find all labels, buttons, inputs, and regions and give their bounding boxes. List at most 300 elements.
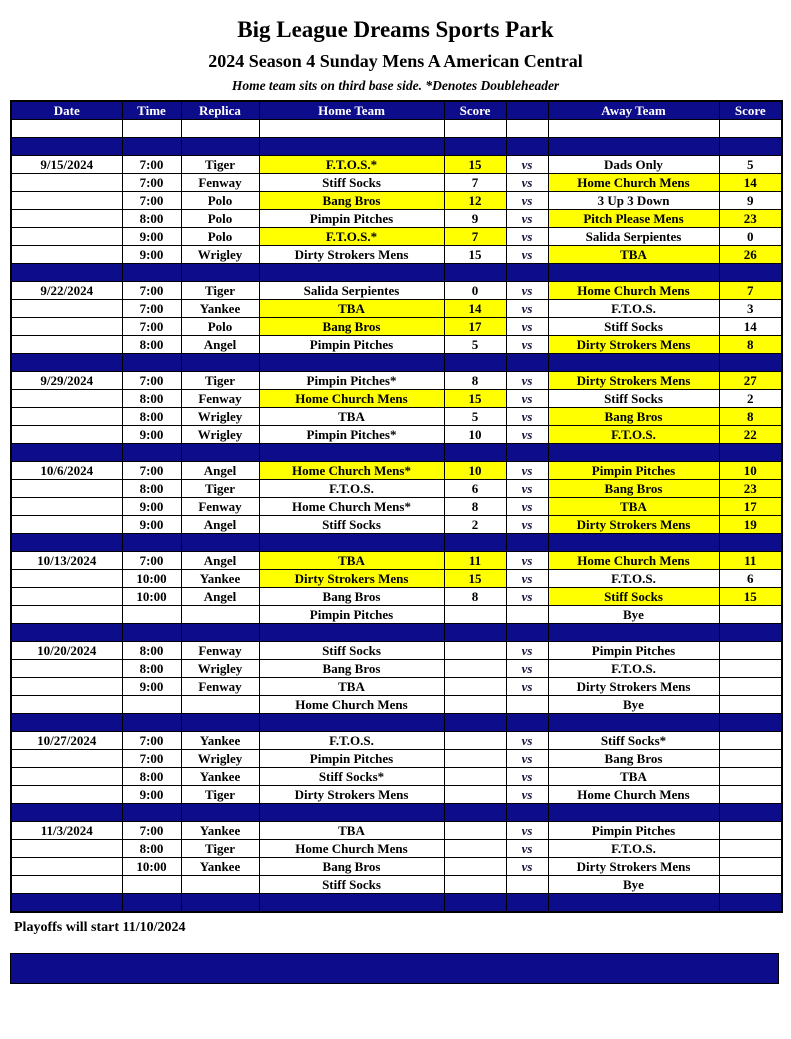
date-cell — [11, 390, 122, 408]
game-row — [11, 246, 782, 264]
away-team-cell: Dirty Strokers Mens — [548, 336, 719, 354]
home-team-cell — [259, 624, 444, 642]
date-cell — [11, 570, 122, 588]
away-score-cell — [719, 750, 782, 768]
vs-cell: vs — [506, 408, 548, 426]
time-cell: 8:00 — [122, 390, 181, 408]
home-team-cell — [259, 804, 444, 822]
home-score-cell — [444, 624, 506, 642]
date-cell — [11, 588, 122, 606]
away-team-cell: F.T.O.S. — [548, 426, 719, 444]
home-score-cell: 6 — [444, 480, 506, 498]
home-score-cell: 12 — [444, 192, 506, 210]
date-cell — [11, 768, 122, 786]
away-score-cell — [719, 876, 782, 894]
date-cell: 10/27/2024 — [11, 732, 122, 750]
date-cell — [11, 624, 122, 642]
date-cell — [11, 264, 122, 282]
vs-cell: vs — [506, 480, 548, 498]
replica-cell: Polo — [181, 210, 259, 228]
replica-cell: Wrigley — [181, 408, 259, 426]
time-cell: 9:00 — [122, 246, 181, 264]
home-score-cell — [444, 750, 506, 768]
playoffs-note: Playoffs will start 11/10/2024 — [14, 920, 186, 935]
separator-row — [11, 264, 782, 282]
away-team-cell — [548, 624, 719, 642]
away-team-cell: Bye — [548, 876, 719, 894]
game-row — [11, 678, 782, 696]
replica-cell — [181, 714, 259, 732]
away-team-cell — [548, 894, 719, 913]
home-score-cell — [444, 786, 506, 804]
away-score-cell — [719, 120, 782, 138]
home-score-cell — [444, 354, 506, 372]
away-team-cell: Home Church Mens — [548, 552, 719, 570]
legend-note: Home team sits on third base side. *Denotes Doubleheader — [231, 78, 560, 93]
home-score-cell: 11 — [444, 552, 506, 570]
game-row — [11, 192, 782, 210]
away-team-cell — [548, 444, 719, 462]
home-score-cell — [444, 768, 506, 786]
date-cell — [11, 894, 122, 913]
home-team-cell: Home Church Mens* — [259, 498, 444, 516]
home-team-cell: TBA — [259, 678, 444, 696]
home-score-cell — [444, 732, 506, 750]
vs-cell: vs — [506, 228, 548, 246]
time-cell — [122, 138, 181, 156]
bottom-bar — [10, 953, 779, 984]
game-row — [11, 516, 782, 534]
game-row — [11, 336, 782, 354]
home-score-cell — [444, 822, 506, 840]
away-team-cell: TBA — [548, 768, 719, 786]
away-team-cell: F.T.O.S. — [548, 570, 719, 588]
game-row — [11, 408, 782, 426]
game-row — [11, 822, 782, 840]
date-cell: 10/6/2024 — [11, 462, 122, 480]
home-score-cell: 15 — [444, 246, 506, 264]
away-team-cell — [548, 120, 719, 138]
away-score-cell — [719, 660, 782, 678]
replica-cell: Fenway — [181, 642, 259, 660]
vs-cell — [506, 138, 548, 156]
vs-cell: vs — [506, 300, 548, 318]
home-score-cell — [444, 714, 506, 732]
vs-cell: vs — [506, 282, 548, 300]
vs-cell: vs — [506, 390, 548, 408]
date-cell: 9/29/2024 — [11, 372, 122, 390]
game-row — [11, 300, 782, 318]
home-score-cell — [444, 876, 506, 894]
away-score-cell: 11 — [719, 552, 782, 570]
away-team-cell: Bye — [548, 606, 719, 624]
away-team-cell: Home Church Mens — [548, 786, 719, 804]
home-team-cell: Bang Bros — [259, 192, 444, 210]
replica-cell: Yankee — [181, 300, 259, 318]
page-title: Big League Dreams Sports Park — [237, 17, 554, 42]
column-header — [506, 101, 548, 120]
game-row — [11, 696, 782, 714]
away-team-cell: Pimpin Pitches — [548, 642, 719, 660]
date-cell — [11, 786, 122, 804]
date-cell — [11, 858, 122, 876]
replica-cell — [181, 894, 259, 913]
away-score-cell: 23 — [719, 210, 782, 228]
date-cell — [11, 480, 122, 498]
away-team-cell: Home Church Mens — [548, 282, 719, 300]
home-team-cell: Bang Bros — [259, 588, 444, 606]
away-score-cell: 17 — [719, 498, 782, 516]
away-team-cell — [548, 138, 719, 156]
separator-row — [11, 624, 782, 642]
away-team-cell: F.T.O.S. — [548, 840, 719, 858]
away-team-cell: Bang Bros — [548, 480, 719, 498]
empty-row — [11, 120, 782, 138]
replica-cell: Yankee — [181, 732, 259, 750]
home-team-cell — [259, 894, 444, 913]
vs-cell: vs — [506, 462, 548, 480]
away-team-cell: Dirty Strokers Mens — [548, 516, 719, 534]
date-cell — [11, 534, 122, 552]
home-score-cell: 5 — [444, 336, 506, 354]
home-score-cell — [444, 264, 506, 282]
away-team-cell: Stiff Socks — [548, 318, 719, 336]
time-cell — [122, 804, 181, 822]
away-score-cell — [719, 894, 782, 913]
time-cell: 7:00 — [122, 282, 181, 300]
home-team-cell: F.T.O.S.* — [259, 156, 444, 174]
replica-cell: Polo — [181, 228, 259, 246]
date-cell — [11, 120, 122, 138]
vs-cell: vs — [506, 552, 548, 570]
away-team-cell: Stiff Socks* — [548, 732, 719, 750]
time-cell: 7:00 — [122, 552, 181, 570]
time-cell — [122, 696, 181, 714]
away-score-cell: 5 — [719, 156, 782, 174]
date-cell — [11, 804, 122, 822]
home-team-cell — [259, 264, 444, 282]
home-team-cell: Bang Bros — [259, 858, 444, 876]
home-team-cell — [259, 714, 444, 732]
time-cell — [122, 264, 181, 282]
replica-cell — [181, 696, 259, 714]
home-team-cell: TBA — [259, 822, 444, 840]
time-cell: 9:00 — [122, 498, 181, 516]
date-cell — [11, 498, 122, 516]
separator-row — [11, 894, 782, 913]
date-cell — [11, 696, 122, 714]
time-cell — [122, 444, 181, 462]
time-cell: 7:00 — [122, 174, 181, 192]
away-team-cell: Pitch Please Mens — [548, 210, 719, 228]
away-team-cell — [548, 264, 719, 282]
home-score-cell: 8 — [444, 372, 506, 390]
away-score-cell: 15 — [719, 588, 782, 606]
time-cell: 10:00 — [122, 858, 181, 876]
vs-cell: vs — [506, 336, 548, 354]
vs-cell: vs — [506, 156, 548, 174]
vs-cell — [506, 624, 548, 642]
replica-cell: Fenway — [181, 498, 259, 516]
home-team-cell: Home Church Mens — [259, 840, 444, 858]
date-cell — [11, 840, 122, 858]
away-team-cell: 3 Up 3 Down — [548, 192, 719, 210]
away-team-cell: Dirty Strokers Mens — [548, 678, 719, 696]
away-team-cell: F.T.O.S. — [548, 660, 719, 678]
vs-cell: vs — [506, 750, 548, 768]
game-row — [11, 642, 782, 660]
home-team-cell — [259, 138, 444, 156]
time-cell: 9:00 — [122, 516, 181, 534]
replica-cell — [181, 264, 259, 282]
separator-row — [11, 354, 782, 372]
date-cell — [11, 300, 122, 318]
game-row — [11, 606, 782, 624]
vs-cell: vs — [506, 516, 548, 534]
away-team-cell: Home Church Mens — [548, 174, 719, 192]
home-team-cell: Stiff Socks — [259, 174, 444, 192]
away-score-cell: 8 — [719, 336, 782, 354]
home-score-cell — [444, 606, 506, 624]
column-header: Score — [719, 101, 782, 120]
date-cell — [11, 318, 122, 336]
away-score-cell — [719, 606, 782, 624]
away-score-cell — [719, 858, 782, 876]
away-team-cell: Dirty Strokers Mens — [548, 372, 719, 390]
replica-cell: Fenway — [181, 174, 259, 192]
home-team-cell: Pimpin Pitches* — [259, 372, 444, 390]
column-header: Away Team — [548, 101, 719, 120]
home-score-cell: 15 — [444, 570, 506, 588]
away-team-cell: Dirty Strokers Mens — [548, 858, 719, 876]
away-score-cell — [719, 840, 782, 858]
home-score-cell: 10 — [444, 462, 506, 480]
vs-cell — [506, 714, 548, 732]
game-row — [11, 858, 782, 876]
game-row — [11, 660, 782, 678]
game-row — [11, 732, 782, 750]
home-team-cell: Home Church Mens — [259, 696, 444, 714]
home-team-cell: Stiff Socks — [259, 642, 444, 660]
time-cell — [122, 894, 181, 913]
game-row — [11, 570, 782, 588]
vs-cell: vs — [506, 210, 548, 228]
time-cell: 9:00 — [122, 426, 181, 444]
replica-cell: Fenway — [181, 678, 259, 696]
time-cell — [122, 876, 181, 894]
replica-cell: Wrigley — [181, 660, 259, 678]
game-row — [11, 174, 782, 192]
away-team-cell: TBA — [548, 498, 719, 516]
replica-cell: Yankee — [181, 570, 259, 588]
date-cell: 10/13/2024 — [11, 552, 122, 570]
replica-cell — [181, 534, 259, 552]
time-cell: 7:00 — [122, 318, 181, 336]
home-score-cell — [444, 840, 506, 858]
separator-row — [11, 714, 782, 732]
time-cell: 7:00 — [122, 822, 181, 840]
date-cell: 9/15/2024 — [11, 156, 122, 174]
game-row — [11, 390, 782, 408]
away-team-cell: Stiff Socks — [548, 588, 719, 606]
game-row — [11, 750, 782, 768]
vs-cell — [506, 534, 548, 552]
time-cell — [122, 534, 181, 552]
date-cell — [11, 210, 122, 228]
vs-cell: vs — [506, 318, 548, 336]
vs-cell: vs — [506, 426, 548, 444]
column-header: Replica — [181, 101, 259, 120]
away-score-cell: 19 — [719, 516, 782, 534]
away-score-cell — [719, 804, 782, 822]
replica-cell: Angel — [181, 336, 259, 354]
time-cell: 7:00 — [122, 750, 181, 768]
replica-cell — [181, 804, 259, 822]
time-cell: 7:00 — [122, 732, 181, 750]
away-score-cell — [719, 696, 782, 714]
away-score-cell: 14 — [719, 174, 782, 192]
replica-cell: Tiger — [181, 840, 259, 858]
home-team-cell: TBA — [259, 408, 444, 426]
date-cell — [11, 336, 122, 354]
vs-cell: vs — [506, 660, 548, 678]
home-score-cell: 15 — [444, 390, 506, 408]
home-team-cell: Home Church Mens — [259, 390, 444, 408]
time-cell — [122, 120, 181, 138]
time-cell: 8:00 — [122, 768, 181, 786]
away-score-cell: 3 — [719, 300, 782, 318]
time-cell: 8:00 — [122, 336, 181, 354]
vs-cell — [506, 120, 548, 138]
time-cell: 8:00 — [122, 660, 181, 678]
away-score-cell: 27 — [719, 372, 782, 390]
time-cell: 8:00 — [122, 210, 181, 228]
vs-cell: vs — [506, 678, 548, 696]
game-row — [11, 588, 782, 606]
time-cell: 8:00 — [122, 840, 181, 858]
away-score-cell — [719, 768, 782, 786]
vs-cell — [506, 894, 548, 913]
home-score-cell — [444, 642, 506, 660]
replica-cell: Wrigley — [181, 426, 259, 444]
replica-cell: Tiger — [181, 480, 259, 498]
separator-row — [11, 534, 782, 552]
home-team-cell: TBA — [259, 300, 444, 318]
column-header: Score — [444, 101, 506, 120]
replica-cell — [181, 444, 259, 462]
home-score-cell — [444, 804, 506, 822]
home-team-cell: Stiff Socks — [259, 516, 444, 534]
home-team-cell: F.T.O.S. — [259, 480, 444, 498]
home-team-cell: Pimpin Pitches — [259, 210, 444, 228]
replica-cell: Angel — [181, 516, 259, 534]
away-score-cell — [719, 732, 782, 750]
date-cell — [11, 138, 122, 156]
vs-cell — [506, 804, 548, 822]
game-row — [11, 228, 782, 246]
away-score-cell — [719, 534, 782, 552]
home-team-cell: Dirty Strokers Mens — [259, 786, 444, 804]
game-row — [11, 552, 782, 570]
home-team-cell: Home Church Mens* — [259, 462, 444, 480]
page-subtitle: 2024 Season 4 Sunday Mens A American Central — [208, 51, 583, 71]
vs-cell — [506, 264, 548, 282]
away-score-cell: 6 — [719, 570, 782, 588]
away-score-cell: 9 — [719, 192, 782, 210]
home-team-cell: Salida Serpientes — [259, 282, 444, 300]
away-team-cell: Bang Bros — [548, 408, 719, 426]
time-cell: 9:00 — [122, 786, 181, 804]
game-row — [11, 318, 782, 336]
schedule-table — [10, 100, 783, 913]
vs-cell: vs — [506, 840, 548, 858]
vs-cell — [506, 876, 548, 894]
away-score-cell — [719, 786, 782, 804]
time-cell: 8:00 — [122, 408, 181, 426]
vs-cell: vs — [506, 732, 548, 750]
vs-cell: vs — [506, 372, 548, 390]
replica-cell — [181, 606, 259, 624]
away-score-cell — [719, 264, 782, 282]
vs-cell: vs — [506, 642, 548, 660]
game-row — [11, 840, 782, 858]
home-score-cell: 5 — [444, 408, 506, 426]
time-cell: 9:00 — [122, 228, 181, 246]
table-header — [11, 101, 782, 120]
date-cell — [11, 174, 122, 192]
home-score-cell: 8 — [444, 498, 506, 516]
home-team-cell: Stiff Socks — [259, 876, 444, 894]
replica-cell: Angel — [181, 588, 259, 606]
time-cell — [122, 624, 181, 642]
date-cell — [11, 408, 122, 426]
away-team-cell: Dads Only — [548, 156, 719, 174]
home-team-cell — [259, 444, 444, 462]
replica-cell: Fenway — [181, 390, 259, 408]
home-team-cell: Stiff Socks* — [259, 768, 444, 786]
vs-cell: vs — [506, 786, 548, 804]
date-cell — [11, 516, 122, 534]
date-cell — [11, 192, 122, 210]
away-team-cell: Pimpin Pitches — [548, 822, 719, 840]
replica-cell — [181, 876, 259, 894]
separator-row — [11, 138, 782, 156]
away-score-cell — [719, 624, 782, 642]
home-score-cell — [444, 138, 506, 156]
vs-cell — [506, 444, 548, 462]
column-header: Date — [11, 101, 122, 120]
away-team-cell — [548, 354, 719, 372]
home-score-cell: 7 — [444, 174, 506, 192]
time-cell: 8:00 — [122, 480, 181, 498]
away-team-cell — [548, 714, 719, 732]
time-cell — [122, 714, 181, 732]
home-score-cell: 8 — [444, 588, 506, 606]
game-row — [11, 768, 782, 786]
vs-cell: vs — [506, 498, 548, 516]
time-cell: 7:00 — [122, 462, 181, 480]
replica-cell: Wrigley — [181, 750, 259, 768]
replica-cell: Tiger — [181, 786, 259, 804]
away-team-cell — [548, 534, 719, 552]
vs-cell: vs — [506, 588, 548, 606]
replica-cell: Yankee — [181, 768, 259, 786]
vs-cell: vs — [506, 768, 548, 786]
away-score-cell: 23 — [719, 480, 782, 498]
game-row — [11, 498, 782, 516]
vs-cell: vs — [506, 192, 548, 210]
away-score-cell — [719, 822, 782, 840]
